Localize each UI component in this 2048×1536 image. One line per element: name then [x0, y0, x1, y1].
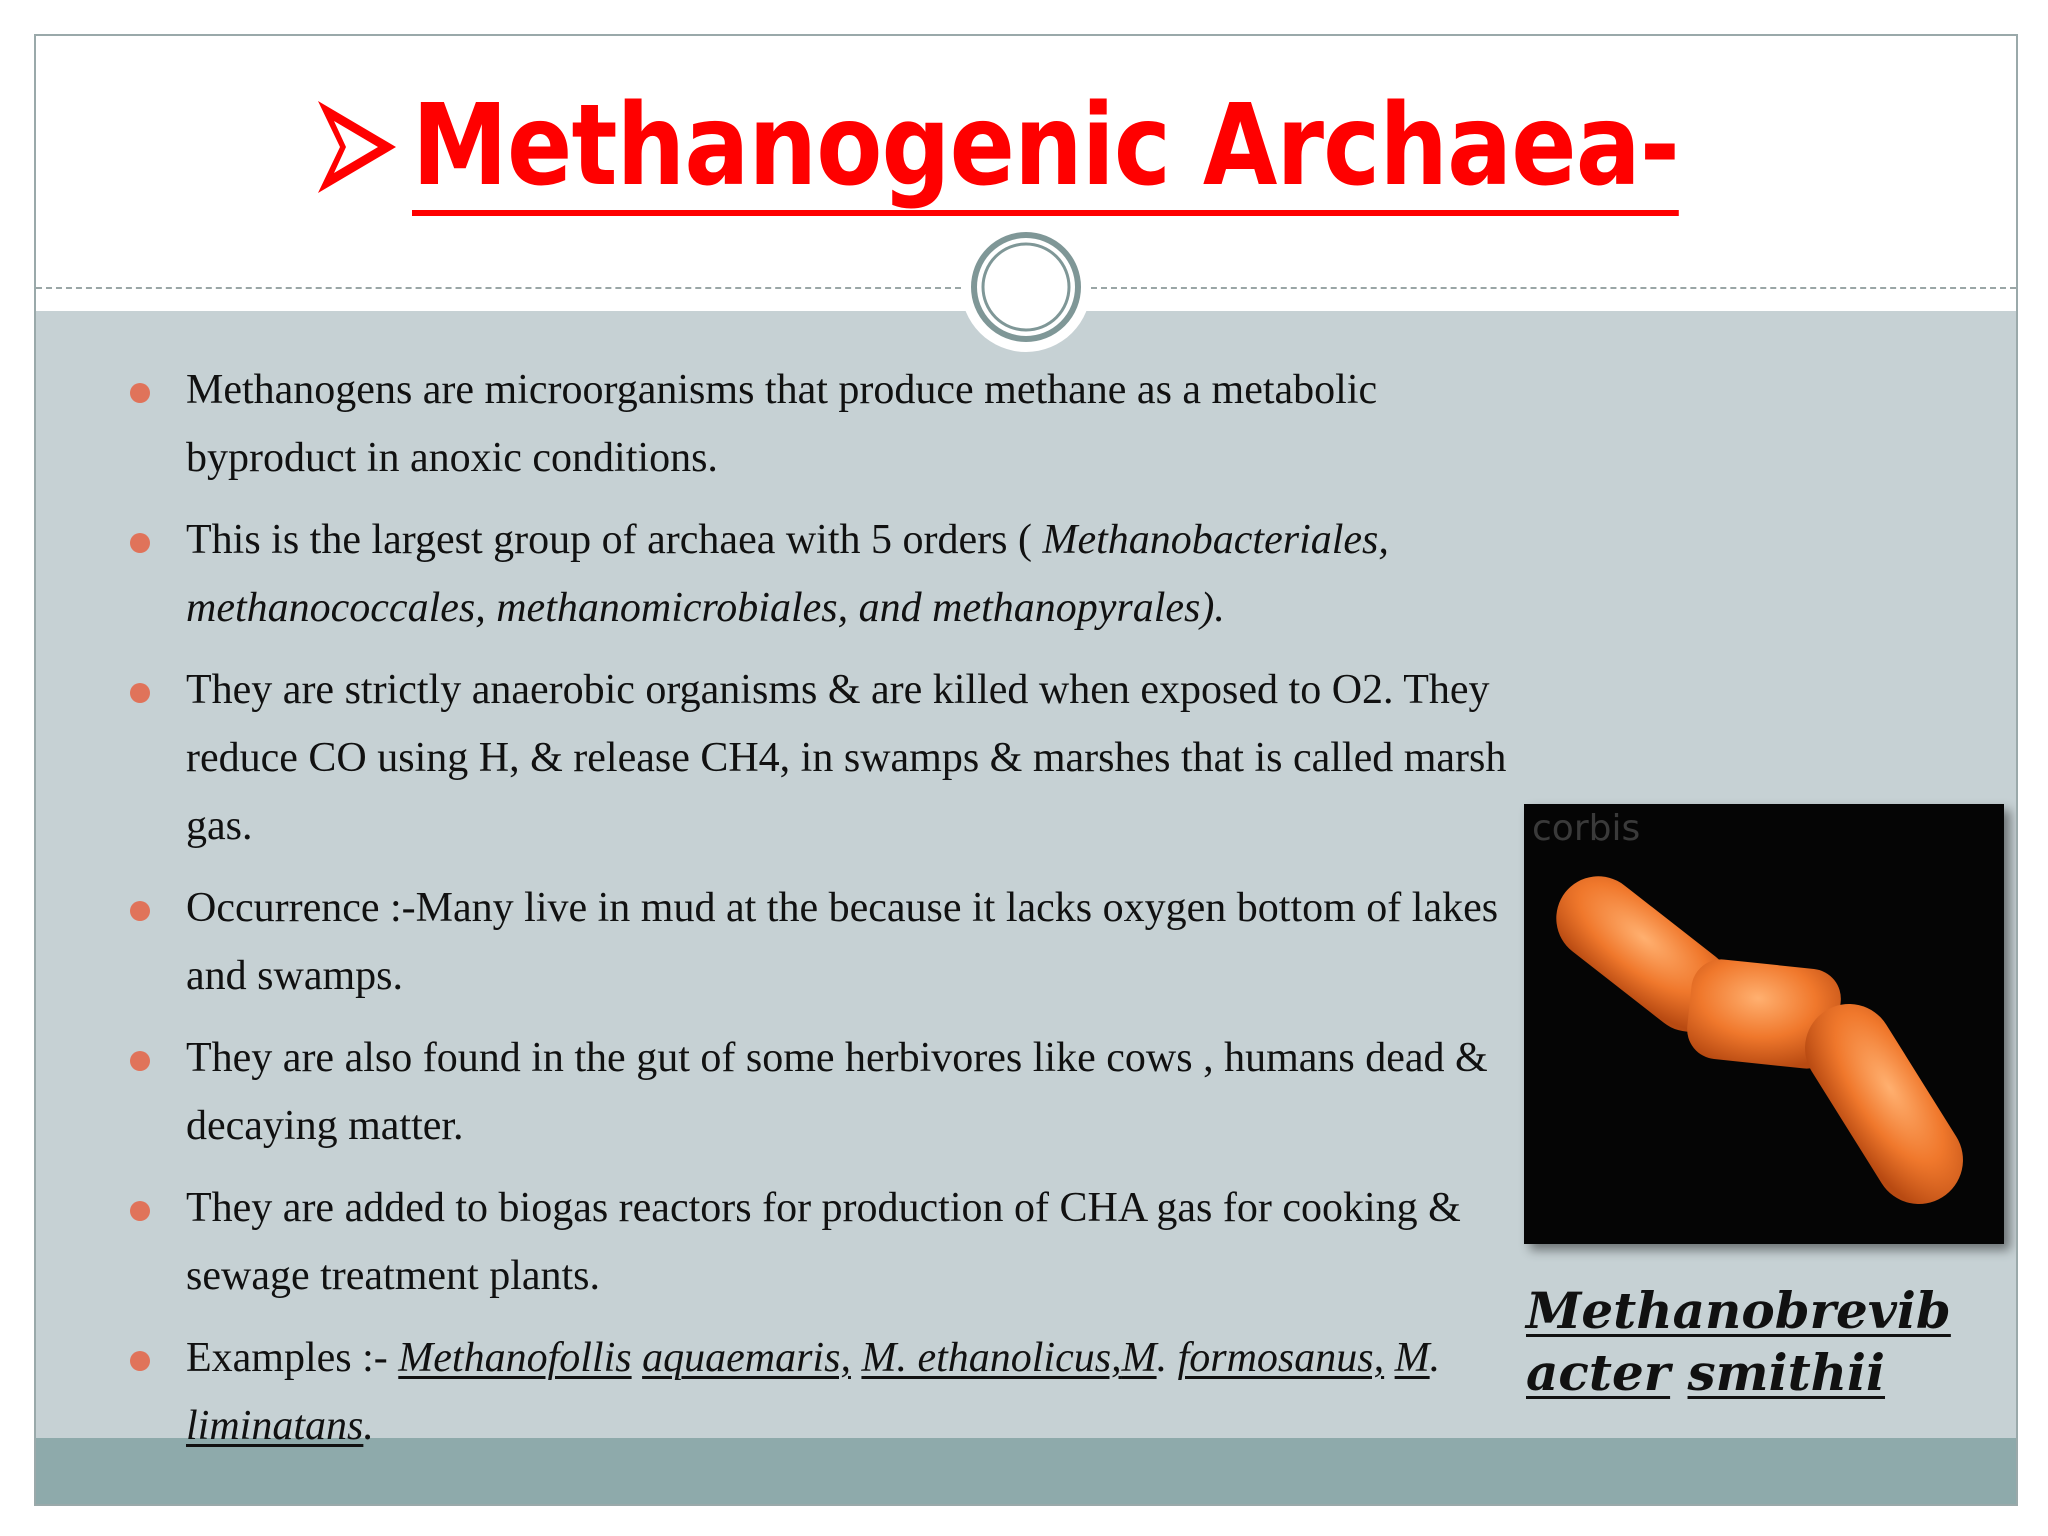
caption-line-2b: smithii	[1687, 1343, 1886, 1402]
caption-line-1: Methanobrevib	[1526, 1281, 1951, 1340]
bacteria-illustration-icon	[1524, 804, 2004, 1244]
bullet-dot-icon	[130, 383, 150, 403]
bullet-text: Occurrence :-Many live in mud at the because it lacks oxygen bottom of lakes and swamps.	[186, 885, 1499, 999]
example-period: .	[363, 1403, 374, 1449]
bullet-text: Methanogens are microorganisms that produce methane as a metabolic byproduct in anoxic conditions.	[186, 367, 1378, 481]
list-item	[86, 356, 1546, 492]
image-watermark: corbis	[1532, 808, 1641, 849]
page-title: Methanogenic Archaea-	[412, 88, 1679, 216]
slide	[34, 34, 2018, 1506]
title-wrap	[36, 81, 2016, 216]
divider-left	[36, 287, 961, 289]
bullet-text: They are added to biogas reactors for production of CHA gas for cooking & sewage treatment plants.	[186, 1185, 1461, 1299]
bullet-dot-icon	[130, 901, 150, 921]
list-item	[86, 1174, 1546, 1310]
bullet-dot-icon	[130, 1201, 150, 1221]
bullet-list	[86, 356, 1546, 1474]
list-item	[86, 874, 1546, 1010]
example-liminatans: liminatans	[186, 1403, 364, 1449]
bullet-dot-icon	[130, 683, 150, 703]
example-m-abbrev: M	[1121, 1335, 1157, 1381]
example-formosanus: formosanus,	[1177, 1335, 1385, 1381]
example-genus: Methanofollis	[398, 1335, 632, 1381]
image-caption	[1526, 1280, 1996, 1404]
bullet-text: This is the largest group of archaea with 5 orders (	[186, 517, 1043, 563]
list-item	[86, 656, 1546, 860]
arrow-bullet-icon	[316, 99, 398, 195]
caption-line-2a: acter	[1526, 1343, 1671, 1402]
list-item	[86, 506, 1546, 642]
list-item	[86, 1324, 1546, 1460]
ring-ornament-icon	[961, 222, 1091, 352]
examples-prefix: Examples :-	[186, 1335, 399, 1381]
bullet-dot-icon	[130, 533, 150, 553]
bullet-text-italic: Methanobacteriales, methanococcales, methanomicrobiales, and methanopyrales).	[186, 517, 1389, 631]
archaea-photo	[1524, 804, 2004, 1244]
bullet-text: They are strictly anaerobic organisms & are killed when exposed to O2. They reduce CO using H, & release CH4, in swamps & marshes that is called marsh gas.	[186, 667, 1507, 849]
bullet-text: They are also found in the gut of some herbivores like cows , humans dead & decaying matter.	[186, 1035, 1488, 1149]
example-ethanolicus: M. ethanolicus,	[861, 1335, 1122, 1381]
example-dot: .	[1156, 1335, 1178, 1381]
list-item	[86, 1024, 1546, 1160]
example-species: aquaemaris,	[642, 1335, 851, 1381]
bullet-dot-icon	[130, 1051, 150, 1071]
example-m-abbrev: M	[1394, 1335, 1430, 1381]
divider-right	[1091, 287, 2016, 289]
bullet-dot-icon	[130, 1351, 150, 1371]
example-dot: .	[1429, 1335, 1441, 1381]
